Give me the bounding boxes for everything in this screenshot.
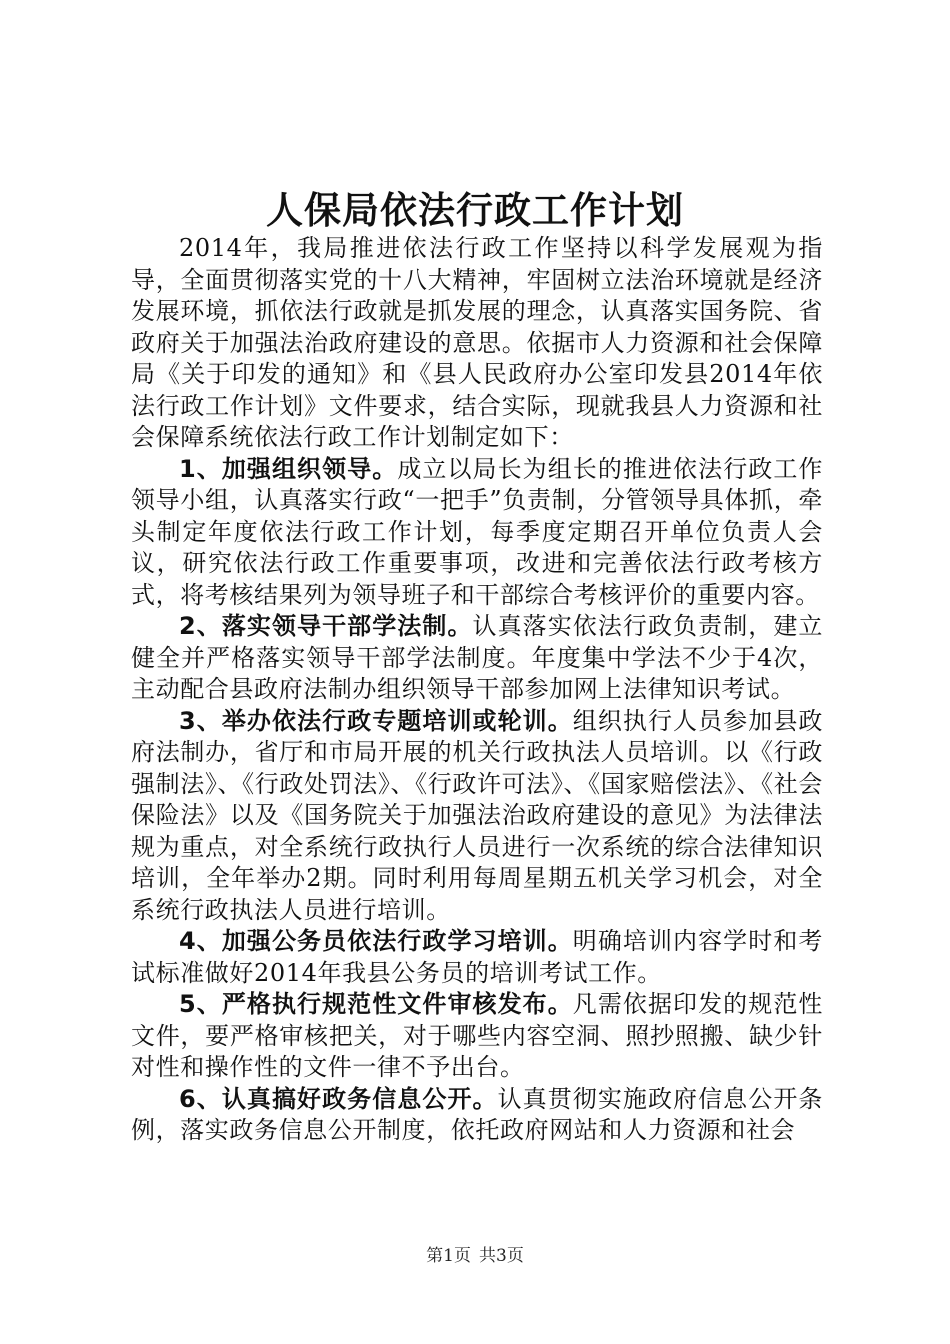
page-footer	[0, 1245, 950, 1267]
item-heading: 5、严格执行规范性文件审核发布。	[179, 990, 573, 1018]
document-body	[131, 233, 823, 1147]
page-total: 共3页	[479, 1246, 524, 1266]
item-paragraph-3	[131, 706, 823, 927]
item-text: 明确培训内容学时和考试标准做好2014年我县公务员的培训考试工作。	[131, 927, 823, 987]
item-text: 组织执行人员参加县政府法制办，省厅和市局开展的机关行政执法人员培训。以《行政强制法》、《行政处罚法》、《行政许可法》、《国家赔偿法》、《社会保险法》以及《国务院关于加强法治政府建设的意见》为法律法规为重点，对全系统行政执行人员进行一次系统的综合法律知识培训，全年举办2期。同时利用每周星期五机关学习机会，对全系统行政执法人员进行培训。	[131, 706, 823, 924]
item-paragraph-2	[131, 611, 823, 706]
page-number: 第1页	[426, 1246, 471, 1266]
item-text: 认真落实依法行政负责制，建立健全并严格落实领导干部学法制度。年度集中学法不少于4次，主动配合县政府法制办组织领导干部参加网上法律知识考试。	[131, 612, 823, 703]
item-heading: 2、落实领导干部学法制。	[179, 612, 473, 640]
intro-paragraph: 2014年，我局推进依法行政工作坚持以科学发展观为指导，全面贯彻落实党的十八大精神，牢固树立法治环境就是经济发展环境，抓依法行政就是抓发展的理念，认真落实国务院、省政府关于加强法治政府建设的意思。依据市人力资源和社会保障局《关于印发的通知》和《县人民政府办公室印发县2014年依法行政工作计划》文件要求，结合实际，现就我县人力资源和社会保障系统依法行政工作计划制定如下：	[131, 234, 823, 451]
item-text: 凡需依据印发的规范性文件，要严格审核把关，对于哪些内容空洞、照抄照搬、缺少针对性和操作性的文件一律不予出台。	[131, 990, 823, 1081]
item-heading: 4、加强公务员依法行政学习培训。	[179, 927, 573, 955]
item-paragraph-4	[131, 926, 823, 989]
document-title: 人保局依法行政工作计划	[266, 188, 684, 232]
item-paragraph-5	[131, 989, 823, 1084]
item-text: 成立以局长为组长的推进依法行政工作领导小组，认真落实行政“一把手”负责制，分管领导具体抓，牵头制定年度依法行政工作计划，每季度定期召开单位负责人会议，研究依法行政工作重要事项，改进和完善依法行政考核方式，将考核结果列为领导班子和干部综合考核评价的重要内容。	[131, 454, 823, 609]
item-heading: 3、举办依法行政专题培训或轮训。	[179, 706, 573, 735]
item-paragraph-6	[131, 1084, 823, 1147]
item-text: 认真贯彻实施政府信息公开条例，落实政务信息公开制度，依托政府网站和人力资源和社会	[131, 1084, 823, 1144]
item-paragraph-1	[131, 454, 823, 612]
item-heading: 1、加强组织领导。	[179, 454, 398, 483]
item-heading: 6、认真搞好政务信息公开。	[179, 1084, 498, 1113]
